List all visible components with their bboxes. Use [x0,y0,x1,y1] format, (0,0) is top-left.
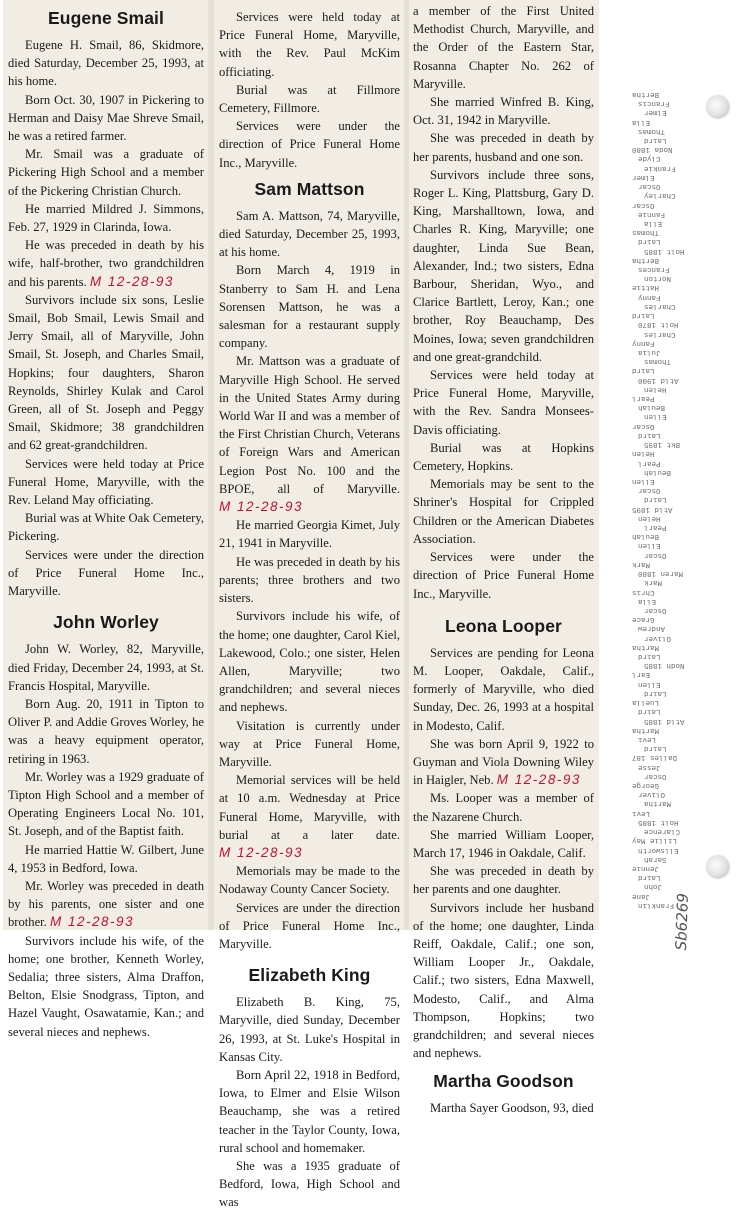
bleed-through-name: Oscar [632,421,655,430]
paragraph: Born March 4, 1919 in Stanberry to Sam H. and Lena Sorensen Mattson, he was a salesman for a restaurant supply company. [219,263,400,351]
bleed-through-name: Bkt 1895 [644,440,681,449]
bleed-through-name: Oscar [632,200,655,209]
paragraph: Burial was at Hopkins Cemetery, Hopkins. [413,440,594,474]
bleed-through-name: Helen [638,513,661,522]
paragraph: Ms. Looper was a member of the Nazarene Church. [413,791,594,824]
paragraph: Services were held today at Price Funeral Home, Maryville, with the Rev. Paul McKim officiating. [219,10,400,79]
bleed-through-name: Clarence [644,827,681,836]
bleed-through-name: Oliver [644,633,672,642]
bleed-through-name: Laird [632,366,655,375]
paragraph: Survivors include her husband of the home; one daughter, Linda Reiff, Oakdale, Calif.; one son, William Looper Jr., Oakdale, Calif.; two sisters, Edna Maxwell, Modesto, Calif., and Alma Thompson, Hopkins; two grandchildren; and several nieces and nephews. [413,900,594,1061]
column-2 [219,2,400,1212]
paragraph: Burial was at White Oak Cemetery, Pickering. [8,511,204,544]
bleed-through-name: Pearl [644,523,667,532]
bleed-through-name: Ella [638,596,657,605]
bleed-through-name: Elmer [632,172,655,181]
bleed-through-name: Atld 1885 [644,716,685,725]
paragraph: John W. Worley, 82, Maryville, died Friday, December 24, 1993, at St. Francis Hospital, Maryville. [8,642,204,693]
bleed-through-name: Holt 1885 [638,817,679,826]
handwritten-date: M 12-28-93 [219,844,304,860]
bleed-through-name: Laird [638,652,661,661]
bleed-through-name: Thomas [644,357,672,366]
bleed-through-name: Levi [638,734,657,743]
bleed-through-name: Levi [632,808,651,817]
paragraph: He married Georgia Kimet, July 21, 1941 in Maryville. [219,518,400,551]
paragraph: Eugene H. Smail, 86, Skidmore, died Saturday, December 25, 1993, at his home. [8,38,204,89]
bleed-through-name: Laird [638,430,661,439]
paragraph: Martha Sayer Goodson, 93, died [430,1101,594,1116]
bleed-through-name: Ella [632,117,651,126]
bleed-through-name: Noda 1880 [632,145,673,154]
paragraph: Services were held today at Price Funeral Home, Maryville, with the Rev. Sandra Monsees-Davis officiating. [413,368,594,437]
paragraph-text: He was preceded in death by his wife, half-brother, two grandchildren and his parents. [8,238,204,289]
bleed-through-name: Fanny [632,338,655,347]
bleed-through-name: Mark [644,578,663,587]
paragraph: Survivors include three sons, Roger L. King, Plattsburg, Gary D. King, Marshalltown, Iowa, and Charles R. King, Maryville; one daughter, Linda Sue Bean, Alexander, Ind.; two sisters, Edna Barbour, Sheridan, Wyo., and Clarice Bartlett, Leroy, Kan.; one brother, Roy Beauchamp, Des Moines, Iowa; seven grandchildren and one great-grandchild. [413,167,594,364]
bleed-through-name: Lillie May [632,836,678,845]
bleed-through-name: Bertha [632,255,660,264]
paragraph: Services are under the direction of Price Funeral Home Inc., Maryville. [219,900,400,951]
punch-hole [707,856,729,878]
handwritten-date: M 12-28-93 [496,772,581,788]
bleed-through-name: Laird [638,707,661,716]
paragraph [219,352,400,516]
paragraph: Born Aug. 20, 1911 in Tipton to Oliver P. and Addie Groves Worley, he was a heavy equipment operator, retiring in 1963. [8,696,204,766]
bleed-through-name: Frankie [644,163,676,172]
paragraph: She married William Looper, March 17, 1946 in Oakdale, Calif. [413,827,594,860]
column-1 [8,2,204,1041]
bleed-through-name: Oscar [644,771,667,780]
paragraph: Born April 22, 1918 in Bedford, Iowa, to Elmer and Elsie Wilson Beauchamp, she was a retired teacher in the Taylor County, Iowa, rural school and homemaker. [219,1067,400,1155]
bleed-through-name: Ellen [638,679,661,688]
bleed-through-name: Charles [644,329,676,338]
paragraph-text: She was born April 9, 1922 to Guyman and Viola Downing Wiley in Haigler, Neb. [413,736,594,788]
bleed-through-name: Julia [638,347,661,356]
bleed-through-name: Beulah [644,467,672,476]
paragraph: Services were under the direction of Price Funeral Home Inc., Maryville. [219,119,400,170]
paragraph: Services were under the direction of Price Funeral Home Inc., Maryville. [413,550,594,601]
bleed-through-name: Franklin [638,900,675,909]
paragraph: She was preceded in death by her parents and one daughter. [413,864,594,897]
bleed-through-name: Thomas [638,126,666,135]
bleed-through-name: Ellen [638,541,661,550]
bleed-through-name: Helen [644,384,667,393]
bleed-through-name: Jesse [638,762,661,771]
bleed-through-name: Pearl [632,394,655,403]
bleed-through-name: Luella [632,698,660,707]
bleed-through-name: Laird [638,873,661,882]
bleed-through-name: John [644,882,663,891]
bleed-through-name: Martha [632,725,660,734]
bleed-through-name: Maren 1880 [638,569,684,578]
obituary-heading: Leona Looper [445,615,562,636]
bleed-through-name: Dalles 187 [632,753,678,762]
paragraph: Memorials may be made to the Nodaway County Cancer Society. [219,864,400,897]
bleed-through-name: Laird [644,495,667,504]
handwritten-date: M 12-28-93 [219,499,304,515]
paragraph [8,877,204,932]
bleed-through-name: Ella [644,218,663,227]
obituary-heading: Sam Mattson [254,178,365,199]
paragraph: Survivors include six sons, Leslie Smail, Bob Smail, Lewis Smail and Jerry Smail, all of Maryville, John Smail, St. Joseph, and Charles Smail, Hopkins; four daughters, Sharon Reynolds, Shirley Kulak and Carol Green, all of St. Joseph and Peggy Smail, Skidmore; 38 grandchildren and 62 great-grandchildren. [8,292,204,453]
paragraph: Burial was at Fillmore Cemetery, Fillmore. [219,82,400,116]
bleed-through-name: Ellsworth [638,845,679,854]
bleed-through-name: Clyde [638,154,661,163]
paragraph: She married Winfred B. King, Oct. 31, 1942 in Maryville. [413,95,594,128]
paragraph: Survivors include his wife, of the home; one daughter, Carol Kiel, Lakewood, Colo.; one sister, Helen Allen, Maryville; two grandchildren; and several nieces and nephews. [219,609,400,715]
obituary-heading: Eugene Smail [48,8,164,28]
bleed-through-name: Laird [644,744,667,753]
bleed-through-name: Martha [644,799,672,808]
bleed-through-name: Fannie [638,209,666,218]
bleed-through-name: Laird [644,136,667,145]
bleed-through-name: Earl [632,670,651,679]
paragraph: a member of the First United Methodist Church, Maryville, and the Order of the Eastern Star, Rosanna Chapter No. 262 of Maryville. [413,4,594,91]
bleed-through-name: Hattie [632,283,660,292]
paragraph: He married Mildred J. Simmons, Feb. 27, 1929 in Clarinda, Iowa. [8,201,204,235]
bleed-through-name: Oscar [644,605,667,614]
paragraph: He married Hattie W. Gilbert, June 4, 1953 in Bedford, Iowa. [8,842,204,875]
paragraph: Survivors include his wife, of the home; one brother, Kenneth Worley, Sedalia; three sisters, Alma Draffon, Belton, Elsie Snodgrass, Tipton, and Hazel Vaught, Osawatamie, Kan.; and several nieces and nephews. [8,933,204,1039]
bleed-through-name: Andrew [638,624,666,633]
bleed-through-name: Sarah [644,854,667,863]
bleed-through-name: Laird [644,688,667,697]
paragraph: She was preceded in death by her parents, husband and one son. [413,131,594,164]
bleed-through-name-list [612,0,704,930]
bleed-through-name: Oscar [638,486,661,495]
bleed-through-name: Beulah [632,532,660,541]
bleed-through-name: Pearl [638,458,661,467]
bleed-through-name: Fanny [638,292,661,301]
paragraph: Services were under the direction of Price Funeral Home Inc., Maryville. [8,547,204,599]
handwritten-date: M 12-28-93 [89,273,174,289]
paragraph: Services are pending for Leona M. Looper, Oakdale, Calif., formerly of Maryville, who died Sunday, Dec. 26, 1993 at a hospital in Modesto, Calif. [413,645,594,733]
bleed-through-name: Grace [632,615,655,624]
paragraph: Born Oct. 30, 1907 in Pickering to Herman and Daisy Mae Shreve Smail, he was a retired farmer. [8,92,204,144]
bleed-through-name: Oliver [638,790,666,799]
bleed-through-name: George [632,781,660,789]
bleed-through-name: Elmer [644,108,667,117]
bleed-through-name: Ellen [644,412,667,421]
obituary-heading: Martha Goodson [433,1071,574,1092]
bleed-through-name: Oscar [638,182,661,191]
bleed-through-name: Jane [632,891,651,900]
paragraph [413,735,594,790]
bleed-through-name: Chris [632,587,655,596]
bleed-through-name: Laird [638,237,661,246]
bleed-through-name: Ellen [632,476,655,485]
bleed-through-name: Norton [644,274,672,283]
bleed-through-name: Atld 1895 [632,504,673,513]
paragraph: He was preceded in death by his parents; three brothers and two sisters. [219,554,400,606]
bleed-through-name: Martha [632,642,660,651]
paragraph: Services were held today at Price Funeral Home, Maryville, with the Rev. Leland May officiating. [8,456,204,508]
paragraph: Elizabeth B. King, 75, Maryville, died Sunday, December 26, 1993, at St. Luke's Hospital in Kansas City. [219,995,400,1064]
bleed-through-name: Francis [638,99,670,108]
paragraph [219,771,400,862]
bleed-through-name: Charles [644,301,676,310]
paragraph: Visitation is currently under way at Price Funeral Home, Maryville. [219,718,400,769]
bleed-through-name: Nodh 1885 [644,661,685,670]
paragraph-text: Mr. Mattson was a graduate of Maryville High School. He served in the United States Army during World War II and was a member of the First Christian Church, Veterans of Foreign Wars and American Legion Post No. 100 and the BPOE, all of Maryville. [219,354,400,496]
paragraph: Mr. Worley was a 1929 graduate of Tipton High School and a member of Operating Engineers Local No. 101, St. Joseph, and of the Baptist faith. [8,769,204,839]
paragraph: Sam A. Mattson, 74, Maryville, died Saturday, December 25, 1993, at his home. [219,208,400,260]
obituary-heading: Elizabeth King [248,965,371,986]
bleed-through-name: Oscar [644,550,667,559]
paragraph-text: Memorial services will be held at 10 a.m. Wednesday at Price Funeral Home, Maryville, with burial at a later date. [219,773,400,842]
bleed-through-name: Thomas [632,228,660,237]
handwritten-catalog-number: Sb6269 [672,892,692,951]
bleed-through-name: Laird [632,311,655,320]
bleed-through-name: Helen [632,449,655,458]
bleed-through-name: Charley [644,191,676,200]
handwritten-date: M 12-28-93 [49,914,135,930]
paragraph-text: Mr. Worley was preceded in death by his parents, one sister and one brother. [8,878,204,930]
paragraph: Memorials may be sent to the Shriner's Hospital for Crippled Children or the American Diabetes Association. [413,477,594,546]
column-3 [413,2,594,1118]
paragraph: Mr. Smail was a graduate of Pickering High School and a member of the Pickering Christian Church. [8,147,204,198]
bleed-through-name: Jennie [632,863,660,872]
bleed-through-name: Holt 1885 [644,246,685,255]
punch-hole [707,96,729,118]
paragraph: She was a 1935 graduate of Bedford, Iowa, High School and was [219,1158,400,1210]
bleed-through-name: Holt 1870 [638,320,679,329]
obituary-heading: John Worley [53,612,159,633]
bleed-through-name: Bertha [632,90,660,98]
bleed-through-name: Atld 1900 [638,375,679,384]
bleed-through-name: Frances [638,265,670,274]
paragraph [8,236,204,291]
bleed-through-name: Beulah [638,403,666,412]
bleed-through-name: Mark [632,559,651,568]
